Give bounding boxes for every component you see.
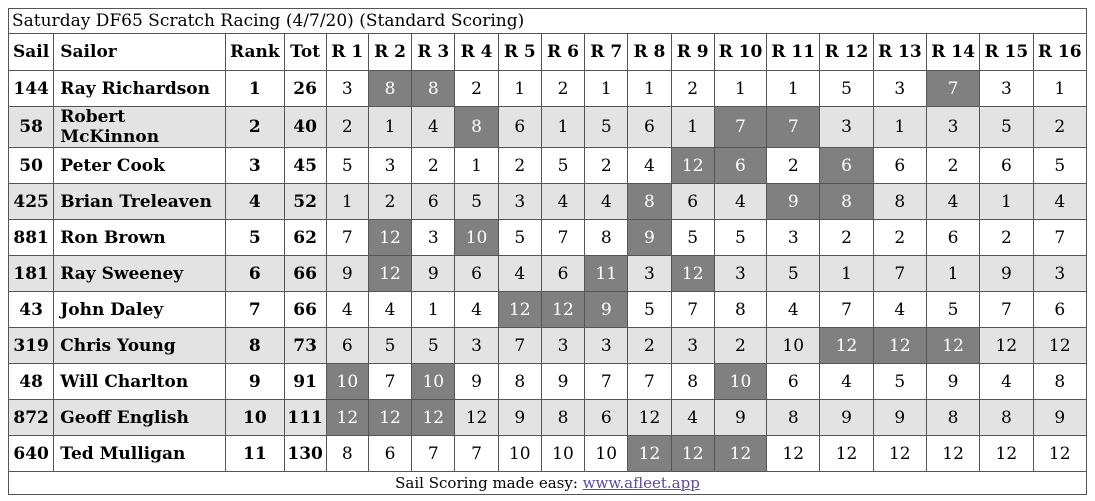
race-score: 12 [926, 436, 979, 472]
race-score: 7 [412, 436, 455, 472]
race-score: 1 [671, 107, 714, 148]
race-score: 8 [326, 436, 368, 472]
column-header: R 8 [628, 34, 671, 71]
race-score: 7 [820, 292, 873, 328]
race-score: 5 [767, 256, 820, 292]
race-score: 5 [412, 328, 455, 364]
race-score: 5 [326, 148, 368, 184]
race-score: 5 [368, 328, 411, 364]
race-score: 1 [767, 71, 820, 107]
column-header: R 12 [820, 34, 873, 71]
race-score: 10 [767, 328, 820, 364]
race-score: 1 [628, 71, 671, 107]
race-score: 6 [541, 256, 584, 292]
race-score: 1 [1033, 71, 1087, 107]
race-score: 12 [873, 328, 926, 364]
race-score: 8 [585, 220, 628, 256]
race-score: 10 [714, 364, 766, 400]
race-score: 12 [671, 148, 714, 184]
total: 66 [284, 256, 326, 292]
race-score: 8 [541, 400, 584, 436]
race-score: 3 [873, 71, 926, 107]
race-score: 6 [767, 364, 820, 400]
column-header: R 1 [326, 34, 368, 71]
race-score: 8 [671, 364, 714, 400]
column-header: R 7 [585, 34, 628, 71]
race-score: 12 [1033, 436, 1087, 472]
race-score: 1 [926, 256, 979, 292]
column-header: R 10 [714, 34, 766, 71]
race-score: 2 [541, 71, 584, 107]
race-score: 6 [926, 220, 979, 256]
race-score: 7 [541, 220, 584, 256]
race-score: 4 [767, 292, 820, 328]
total: 26 [284, 71, 326, 107]
rank: 3 [226, 148, 284, 184]
race-score: 12 [412, 400, 455, 436]
sail-number: 144 [9, 71, 54, 107]
race-score: 8 [767, 400, 820, 436]
race-score: 7 [1033, 220, 1087, 256]
race-score: 10 [326, 364, 368, 400]
race-score: 10 [455, 220, 498, 256]
race-score: 9 [326, 256, 368, 292]
column-header: R 16 [1033, 34, 1087, 71]
race-score: 3 [541, 328, 584, 364]
column-header: Sail [9, 34, 54, 71]
race-score: 9 [714, 400, 766, 436]
race-score: 5 [498, 220, 541, 256]
rank: 2 [226, 107, 284, 148]
column-header: R 6 [541, 34, 584, 71]
race-score: 3 [628, 256, 671, 292]
race-score: 4 [412, 107, 455, 148]
race-score: 3 [585, 328, 628, 364]
sailor-name: Geoff English [54, 400, 226, 436]
race-score: 12 [455, 400, 498, 436]
sailor-name: Ray Sweeney [54, 256, 226, 292]
table-row [9, 71, 1087, 107]
sail-number: 872 [9, 400, 54, 436]
sail-number: 881 [9, 220, 54, 256]
race-score: 12 [498, 292, 541, 328]
race-score: 6 [820, 148, 873, 184]
race-score: 2 [820, 220, 873, 256]
table-row [9, 364, 1087, 400]
race-score: 5 [873, 364, 926, 400]
sail-number: 319 [9, 328, 54, 364]
total: 52 [284, 184, 326, 220]
race-score: 1 [326, 184, 368, 220]
race-score: 4 [1033, 184, 1087, 220]
table-row [9, 107, 1087, 148]
race-score: 3 [455, 328, 498, 364]
race-score: 12 [926, 328, 979, 364]
race-score: 10 [498, 436, 541, 472]
sail-number: 48 [9, 364, 54, 400]
race-score: 12 [368, 400, 411, 436]
race-score: 2 [714, 328, 766, 364]
race-score: 6 [980, 148, 1033, 184]
race-score: 12 [541, 292, 584, 328]
race-score: 7 [714, 107, 766, 148]
race-score: 6 [628, 107, 671, 148]
column-header: Sailor [54, 34, 226, 71]
race-score: 2 [1033, 107, 1087, 148]
sail-number: 425 [9, 184, 54, 220]
rank: 5 [226, 220, 284, 256]
race-score: 1 [498, 71, 541, 107]
race-score: 12 [368, 220, 411, 256]
race-score: 1 [412, 292, 455, 328]
race-score: 1 [541, 107, 584, 148]
race-score: 2 [455, 71, 498, 107]
race-score: 9 [585, 292, 628, 328]
sailor-name: Robert McKinnon [54, 107, 226, 148]
total: 66 [284, 292, 326, 328]
sail-number: 58 [9, 107, 54, 148]
race-score: 2 [412, 148, 455, 184]
race-score: 1 [368, 107, 411, 148]
table-row [9, 328, 1087, 364]
race-score: 3 [412, 220, 455, 256]
race-score: 10 [412, 364, 455, 400]
header-row [9, 34, 1087, 71]
race-score: 1 [820, 256, 873, 292]
race-score: 5 [628, 292, 671, 328]
total: 45 [284, 148, 326, 184]
column-header: R 9 [671, 34, 714, 71]
footer [9, 472, 1087, 495]
results-table [8, 8, 1087, 495]
race-score: 6 [412, 184, 455, 220]
race-score: 7 [585, 364, 628, 400]
race-score: 8 [368, 71, 411, 107]
race-score: 12 [714, 436, 766, 472]
race-score: 4 [455, 292, 498, 328]
race-score: 12 [980, 328, 1033, 364]
race-score: 12 [671, 256, 714, 292]
race-score: 2 [585, 148, 628, 184]
race-score: 5 [714, 220, 766, 256]
sailor-name: Peter Cook [54, 148, 226, 184]
table-row [9, 220, 1087, 256]
race-score: 7 [926, 71, 979, 107]
race-score: 5 [541, 148, 584, 184]
rank: 11 [226, 436, 284, 472]
column-header: R 3 [412, 34, 455, 71]
rank: 9 [226, 364, 284, 400]
race-score: 6 [873, 148, 926, 184]
race-score: 12 [767, 436, 820, 472]
sailor-name: Ted Mulligan [54, 436, 226, 472]
race-score: 1 [455, 148, 498, 184]
race-score: 6 [455, 256, 498, 292]
race-score: 2 [368, 184, 411, 220]
race-score: 12 [980, 436, 1033, 472]
race-score: 7 [767, 107, 820, 148]
race-score: 6 [368, 436, 411, 472]
results-container [8, 8, 1087, 495]
race-score: 12 [873, 436, 926, 472]
race-score: 5 [455, 184, 498, 220]
table-row [9, 436, 1087, 472]
race-score: 3 [498, 184, 541, 220]
race-score: 3 [820, 107, 873, 148]
race-score: 2 [873, 220, 926, 256]
race-score: 8 [498, 364, 541, 400]
rank: 1 [226, 71, 284, 107]
race-score: 9 [980, 256, 1033, 292]
race-score: 8 [980, 400, 1033, 436]
race-score: 12 [628, 400, 671, 436]
total: 40 [284, 107, 326, 148]
race-score: 9 [820, 400, 873, 436]
race-score: 12 [820, 328, 873, 364]
race-score: 3 [671, 328, 714, 364]
column-header: R 4 [455, 34, 498, 71]
race-score: 3 [714, 256, 766, 292]
race-score: 5 [820, 71, 873, 107]
race-score: 2 [628, 328, 671, 364]
results-body [9, 71, 1087, 472]
column-header: R 14 [926, 34, 979, 71]
race-score: 8 [714, 292, 766, 328]
race-score: 11 [585, 256, 628, 292]
column-header: R 5 [498, 34, 541, 71]
race-score: 3 [980, 71, 1033, 107]
sailor-name: Ray Richardson [54, 71, 226, 107]
sail-number: 181 [9, 256, 54, 292]
race-score: 10 [585, 436, 628, 472]
race-score: 9 [412, 256, 455, 292]
race-score: 7 [980, 292, 1033, 328]
race-score: 6 [714, 148, 766, 184]
race-score: 10 [541, 436, 584, 472]
race-score: 3 [326, 71, 368, 107]
total: 91 [284, 364, 326, 400]
race-score: 8 [1033, 364, 1087, 400]
race-score: 2 [498, 148, 541, 184]
race-score: 1 [714, 71, 766, 107]
race-score: 6 [585, 400, 628, 436]
race-score: 4 [714, 184, 766, 220]
sail-number: 640 [9, 436, 54, 472]
race-score: 3 [368, 148, 411, 184]
sail-number: 43 [9, 292, 54, 328]
race-score: 9 [873, 400, 926, 436]
total: 62 [284, 220, 326, 256]
column-header: R 2 [368, 34, 411, 71]
race-score: 4 [926, 184, 979, 220]
sailor-name: Ron Brown [54, 220, 226, 256]
column-header: R 13 [873, 34, 926, 71]
race-score: 6 [498, 107, 541, 148]
table-row [9, 184, 1087, 220]
race-score: 4 [498, 256, 541, 292]
rank: 7 [226, 292, 284, 328]
sail-number: 50 [9, 148, 54, 184]
race-score: 3 [767, 220, 820, 256]
afleet-link[interactable]: www.afleet.app [582, 474, 700, 492]
race-score: 9 [541, 364, 584, 400]
race-score: 5 [585, 107, 628, 148]
race-score: 8 [628, 184, 671, 220]
race-score: 4 [585, 184, 628, 220]
race-score: 5 [980, 107, 1033, 148]
race-score: 6 [1033, 292, 1087, 328]
footer-text: Sail Scoring made easy: [395, 474, 583, 492]
table-row [9, 256, 1087, 292]
race-score: 5 [926, 292, 979, 328]
race-score: 9 [455, 364, 498, 400]
sailor-name: Brian Treleaven [54, 184, 226, 220]
race-score: 1 [873, 107, 926, 148]
race-score: 5 [671, 220, 714, 256]
race-score: 9 [628, 220, 671, 256]
rank: 8 [226, 328, 284, 364]
total: 130 [284, 436, 326, 472]
race-score: 2 [326, 107, 368, 148]
column-header: Rank [226, 34, 284, 71]
race-score: 5 [1033, 148, 1087, 184]
race-score: 8 [926, 400, 979, 436]
race-score: 2 [926, 148, 979, 184]
race-score: 4 [628, 148, 671, 184]
race-score: 7 [455, 436, 498, 472]
race-score: 3 [1033, 256, 1087, 292]
table-row [9, 400, 1087, 436]
column-header: Tot [284, 34, 326, 71]
race-score: 9 [926, 364, 979, 400]
column-header: R 11 [767, 34, 820, 71]
table-title: Saturday DF65 Scratch Racing (4/7/20) (Standard Scoring) [9, 9, 1087, 34]
race-score: 7 [873, 256, 926, 292]
race-score: 12 [368, 256, 411, 292]
sailor-name: Will Charlton [54, 364, 226, 400]
race-score: 12 [628, 436, 671, 472]
race-score: 9 [498, 400, 541, 436]
race-score: 9 [1033, 400, 1087, 436]
race-score: 8 [873, 184, 926, 220]
race-score: 7 [498, 328, 541, 364]
sailor-name: John Daley [54, 292, 226, 328]
race-score: 8 [412, 71, 455, 107]
race-score: 2 [980, 220, 1033, 256]
race-score: 4 [326, 292, 368, 328]
race-score: 4 [541, 184, 584, 220]
race-score: 4 [980, 364, 1033, 400]
race-score: 4 [671, 400, 714, 436]
race-score: 6 [671, 184, 714, 220]
table-row [9, 292, 1087, 328]
race-score: 12 [326, 400, 368, 436]
race-score: 1 [980, 184, 1033, 220]
race-score: 2 [767, 148, 820, 184]
column-header: R 15 [980, 34, 1033, 71]
rank: 6 [226, 256, 284, 292]
race-score: 2 [671, 71, 714, 107]
race-score: 1 [585, 71, 628, 107]
race-score: 12 [820, 436, 873, 472]
race-score: 3 [926, 107, 979, 148]
rank: 4 [226, 184, 284, 220]
race-score: 12 [1033, 328, 1087, 364]
rank: 10 [226, 400, 284, 436]
race-score: 9 [767, 184, 820, 220]
sailor-name: Chris Young [54, 328, 226, 364]
race-score: 7 [628, 364, 671, 400]
race-score: 7 [368, 364, 411, 400]
race-score: 4 [873, 292, 926, 328]
table-row [9, 148, 1087, 184]
race-score: 4 [820, 364, 873, 400]
total: 111 [284, 400, 326, 436]
race-score: 7 [671, 292, 714, 328]
race-score: 6 [326, 328, 368, 364]
race-score: 8 [820, 184, 873, 220]
total: 73 [284, 328, 326, 364]
race-score: 12 [671, 436, 714, 472]
race-score: 8 [455, 107, 498, 148]
race-score: 7 [326, 220, 368, 256]
race-score: 4 [368, 292, 411, 328]
